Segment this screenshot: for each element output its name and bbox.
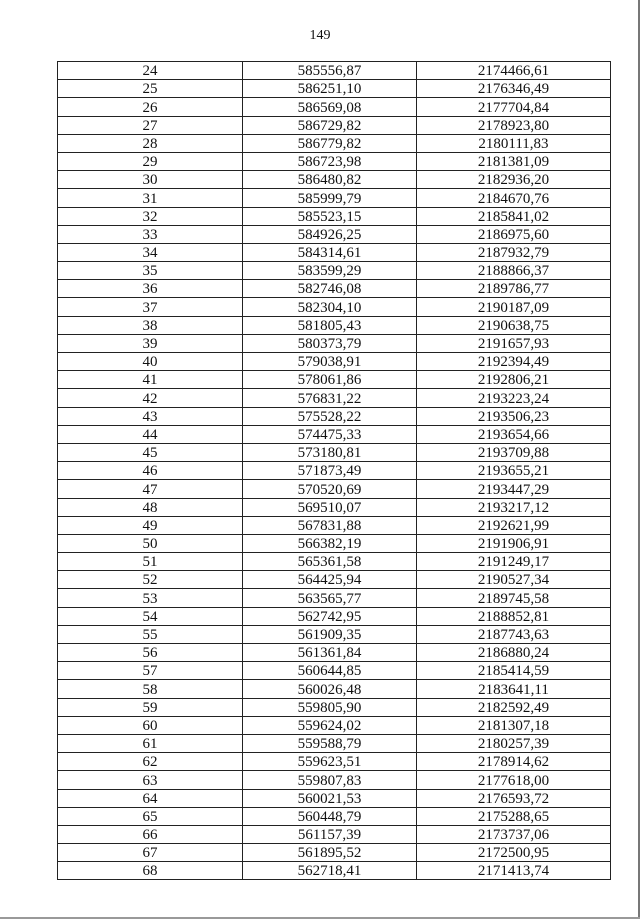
x-coordinate-cell: 584314,61 (243, 243, 417, 261)
x-coordinate-cell: 585523,15 (243, 207, 417, 225)
table-row (58, 116, 611, 134)
coordinates-table-body (58, 62, 611, 880)
table-row (58, 498, 611, 516)
table-row (58, 553, 611, 571)
x-coordinate-cell: 560448,79 (243, 807, 417, 825)
point-number-cell: 46 (58, 462, 243, 480)
y-coordinate-cell: 2173737,06 (417, 825, 611, 843)
table-row (58, 316, 611, 334)
point-number-cell: 43 (58, 407, 243, 425)
x-coordinate-cell: 584926,25 (243, 225, 417, 243)
y-coordinate-cell: 2186880,24 (417, 644, 611, 662)
x-coordinate-cell: 562742,95 (243, 607, 417, 625)
table-row (58, 443, 611, 461)
y-coordinate-cell: 2190638,75 (417, 316, 611, 334)
x-coordinate-cell: 582304,10 (243, 298, 417, 316)
y-coordinate-cell: 2172500,95 (417, 844, 611, 862)
x-coordinate-cell: 565361,58 (243, 553, 417, 571)
point-number-cell: 33 (58, 225, 243, 243)
table-row (58, 225, 611, 243)
point-number-cell: 61 (58, 734, 243, 752)
y-coordinate-cell: 2192806,21 (417, 371, 611, 389)
point-number-cell: 56 (58, 644, 243, 662)
x-coordinate-cell: 575528,22 (243, 407, 417, 425)
table-row (58, 680, 611, 698)
point-number-cell: 26 (58, 98, 243, 116)
y-coordinate-cell: 2181381,09 (417, 152, 611, 170)
point-number-cell: 65 (58, 807, 243, 825)
x-coordinate-cell: 560026,48 (243, 680, 417, 698)
y-coordinate-cell: 2177618,00 (417, 771, 611, 789)
table-row (58, 407, 611, 425)
table-row (58, 280, 611, 298)
y-coordinate-cell: 2192621,99 (417, 516, 611, 534)
point-number-cell: 54 (58, 607, 243, 625)
point-number-cell: 36 (58, 280, 243, 298)
table-row (58, 480, 611, 498)
y-coordinate-cell: 2189786,77 (417, 280, 611, 298)
point-number-cell: 25 (58, 80, 243, 98)
y-coordinate-cell: 2171413,74 (417, 862, 611, 880)
x-coordinate-cell: 559805,90 (243, 698, 417, 716)
y-coordinate-cell: 2188852,81 (417, 607, 611, 625)
point-number-cell: 42 (58, 389, 243, 407)
table-row (58, 80, 611, 98)
y-coordinate-cell: 2178923,80 (417, 116, 611, 134)
y-coordinate-cell: 2191657,93 (417, 334, 611, 352)
table-row (58, 644, 611, 662)
point-number-cell: 49 (58, 516, 243, 534)
y-coordinate-cell: 2192394,49 (417, 353, 611, 371)
point-number-cell: 44 (58, 425, 243, 443)
x-coordinate-cell: 570520,69 (243, 480, 417, 498)
table-row (58, 152, 611, 170)
y-coordinate-cell: 2193223,24 (417, 389, 611, 407)
y-coordinate-cell: 2188866,37 (417, 262, 611, 280)
table-row (58, 571, 611, 589)
point-number-cell: 32 (58, 207, 243, 225)
point-number-cell: 45 (58, 443, 243, 461)
y-coordinate-cell: 2187743,63 (417, 625, 611, 643)
point-number-cell: 29 (58, 152, 243, 170)
y-coordinate-cell: 2185841,02 (417, 207, 611, 225)
point-number-cell: 57 (58, 662, 243, 680)
x-coordinate-cell: 560021,53 (243, 789, 417, 807)
table-row (58, 171, 611, 189)
point-number-cell: 27 (58, 116, 243, 134)
point-number-cell: 47 (58, 480, 243, 498)
y-coordinate-cell: 2193709,88 (417, 443, 611, 461)
x-coordinate-cell: 561895,52 (243, 844, 417, 862)
y-coordinate-cell: 2191249,17 (417, 553, 611, 571)
table-row (58, 425, 611, 443)
table-row (58, 625, 611, 643)
x-coordinate-cell: 586729,82 (243, 116, 417, 134)
y-coordinate-cell: 2180111,83 (417, 134, 611, 152)
x-coordinate-cell: 560644,85 (243, 662, 417, 680)
table-row (58, 789, 611, 807)
x-coordinate-cell: 586569,08 (243, 98, 417, 116)
point-number-cell: 30 (58, 171, 243, 189)
table-row (58, 62, 611, 80)
point-number-cell: 62 (58, 753, 243, 771)
table-row (58, 753, 611, 771)
x-coordinate-cell: 586251,10 (243, 80, 417, 98)
table-row (58, 389, 611, 407)
table-row (58, 134, 611, 152)
point-number-cell: 58 (58, 680, 243, 698)
x-coordinate-cell: 559807,83 (243, 771, 417, 789)
point-number-cell: 66 (58, 825, 243, 843)
x-coordinate-cell: 574475,33 (243, 425, 417, 443)
point-number-cell: 59 (58, 698, 243, 716)
point-number-cell: 37 (58, 298, 243, 316)
table-row (58, 207, 611, 225)
y-coordinate-cell: 2178914,62 (417, 753, 611, 771)
coordinates-table (57, 61, 611, 880)
x-coordinate-cell: 582746,08 (243, 280, 417, 298)
y-coordinate-cell: 2191906,91 (417, 534, 611, 552)
point-number-cell: 52 (58, 571, 243, 589)
y-coordinate-cell: 2183641,11 (417, 680, 611, 698)
point-number-cell: 64 (58, 789, 243, 807)
x-coordinate-cell: 561361,84 (243, 644, 417, 662)
point-number-cell: 63 (58, 771, 243, 789)
table-row (58, 534, 611, 552)
x-coordinate-cell: 571873,49 (243, 462, 417, 480)
table-row (58, 243, 611, 261)
point-number-cell: 55 (58, 625, 243, 643)
y-coordinate-cell: 2190187,09 (417, 298, 611, 316)
point-number-cell: 48 (58, 498, 243, 516)
x-coordinate-cell: 586779,82 (243, 134, 417, 152)
y-coordinate-cell: 2174466,61 (417, 62, 611, 80)
point-number-cell: 34 (58, 243, 243, 261)
x-coordinate-cell: 563565,77 (243, 589, 417, 607)
table-row (58, 825, 611, 843)
x-coordinate-cell: 564425,94 (243, 571, 417, 589)
y-coordinate-cell: 2176593,72 (417, 789, 611, 807)
y-coordinate-cell: 2193447,29 (417, 480, 611, 498)
point-number-cell: 31 (58, 189, 243, 207)
y-coordinate-cell: 2193506,23 (417, 407, 611, 425)
x-coordinate-cell: 566382,19 (243, 534, 417, 552)
point-number-cell: 50 (58, 534, 243, 552)
table-row (58, 698, 611, 716)
x-coordinate-cell: 559624,02 (243, 716, 417, 734)
y-coordinate-cell: 2186975,60 (417, 225, 611, 243)
x-coordinate-cell: 559588,79 (243, 734, 417, 752)
y-coordinate-cell: 2185414,59 (417, 662, 611, 680)
y-coordinate-cell: 2181307,18 (417, 716, 611, 734)
table-row (58, 844, 611, 862)
point-number-cell: 41 (58, 371, 243, 389)
table-row (58, 462, 611, 480)
y-coordinate-cell: 2184670,76 (417, 189, 611, 207)
y-coordinate-cell: 2190527,34 (417, 571, 611, 589)
table-row (58, 862, 611, 880)
point-number-cell: 39 (58, 334, 243, 352)
point-number-cell: 68 (58, 862, 243, 880)
x-coordinate-cell: 569510,07 (243, 498, 417, 516)
x-coordinate-cell: 580373,79 (243, 334, 417, 352)
x-coordinate-cell: 562718,41 (243, 862, 417, 880)
point-number-cell: 67 (58, 844, 243, 862)
x-coordinate-cell: 573180,81 (243, 443, 417, 461)
x-coordinate-cell: 561157,39 (243, 825, 417, 843)
x-coordinate-cell: 586480,82 (243, 171, 417, 189)
x-coordinate-cell: 561909,35 (243, 625, 417, 643)
table-row (58, 771, 611, 789)
point-number-cell: 28 (58, 134, 243, 152)
table-row (58, 371, 611, 389)
table-row (58, 589, 611, 607)
y-coordinate-cell: 2177704,84 (417, 98, 611, 116)
y-coordinate-cell: 2193654,66 (417, 425, 611, 443)
y-coordinate-cell: 2182592,49 (417, 698, 611, 716)
table-row (58, 607, 611, 625)
table-row (58, 662, 611, 680)
x-coordinate-cell: 581805,43 (243, 316, 417, 334)
point-number-cell: 60 (58, 716, 243, 734)
point-number-cell: 35 (58, 262, 243, 280)
x-coordinate-cell: 559623,51 (243, 753, 417, 771)
x-coordinate-cell: 576831,22 (243, 389, 417, 407)
y-coordinate-cell: 2180257,39 (417, 734, 611, 752)
table-row (58, 353, 611, 371)
table-row (58, 807, 611, 825)
point-number-cell: 38 (58, 316, 243, 334)
point-number-cell: 51 (58, 553, 243, 571)
point-number-cell: 24 (58, 62, 243, 80)
x-coordinate-cell: 578061,86 (243, 371, 417, 389)
table-row (58, 262, 611, 280)
x-coordinate-cell: 567831,88 (243, 516, 417, 534)
table-row (58, 298, 611, 316)
table-row (58, 516, 611, 534)
x-coordinate-cell: 586723,98 (243, 152, 417, 170)
point-number-cell: 53 (58, 589, 243, 607)
table-row (58, 98, 611, 116)
x-coordinate-cell: 585999,79 (243, 189, 417, 207)
point-number-cell: 40 (58, 353, 243, 371)
y-coordinate-cell: 2182936,20 (417, 171, 611, 189)
x-coordinate-cell: 583599,29 (243, 262, 417, 280)
x-coordinate-cell: 585556,87 (243, 62, 417, 80)
table-row (58, 189, 611, 207)
table-row (58, 334, 611, 352)
y-coordinate-cell: 2189745,58 (417, 589, 611, 607)
y-coordinate-cell: 2187932,79 (417, 243, 611, 261)
x-coordinate-cell: 579038,91 (243, 353, 417, 371)
table-row (58, 734, 611, 752)
y-coordinate-cell: 2176346,49 (417, 80, 611, 98)
y-coordinate-cell: 2175288,65 (417, 807, 611, 825)
page-number: 149 (309, 28, 331, 43)
y-coordinate-cell: 2193655,21 (417, 462, 611, 480)
table-row (58, 716, 611, 734)
y-coordinate-cell: 2193217,12 (417, 498, 611, 516)
